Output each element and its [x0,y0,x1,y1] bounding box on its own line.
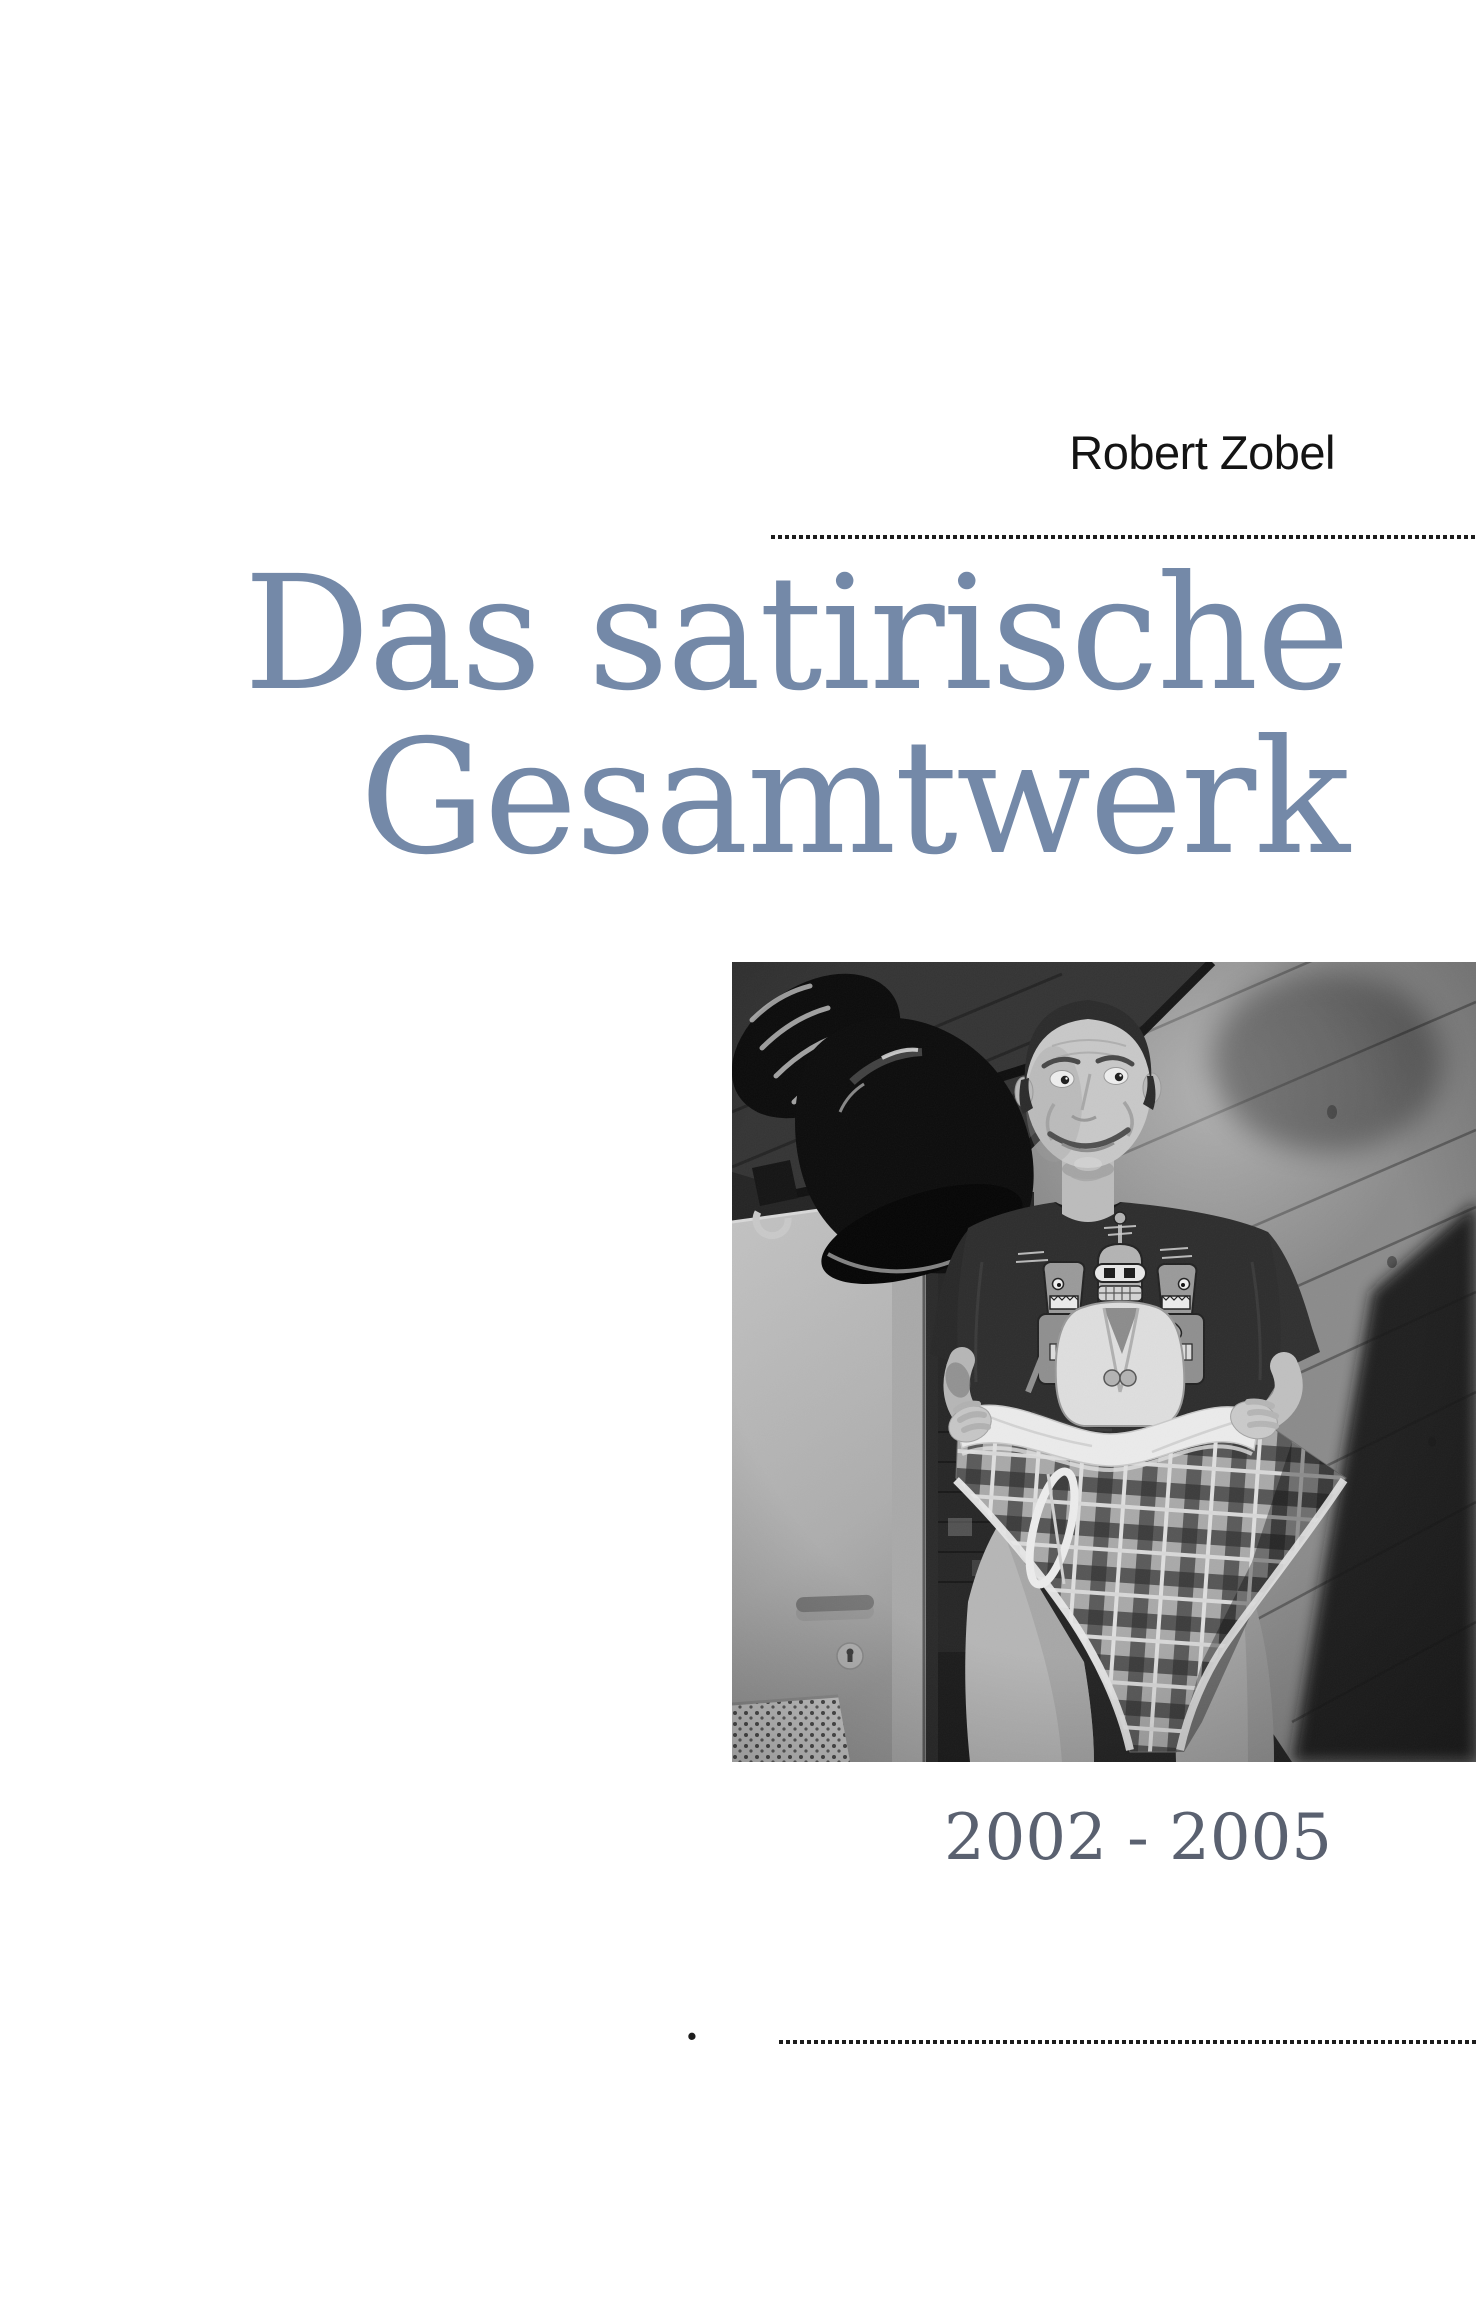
film-grain [732,962,1476,1762]
subtitle-years: 2002 - 2005 [943,1801,1332,1875]
separator-dot: . [683,1988,701,2053]
cover-photo-illustration [732,962,1476,1762]
author-name: Robert Zobel [1069,426,1335,479]
book-title [243,542,1348,890]
bottom-dotted-rule [779,2040,1476,2044]
title-line-1: Das satirische [243,542,1348,726]
cover-photo [732,962,1476,1762]
top-dotted-rule [771,535,1476,539]
title-line-2: Gesamtwerk [359,706,1348,890]
